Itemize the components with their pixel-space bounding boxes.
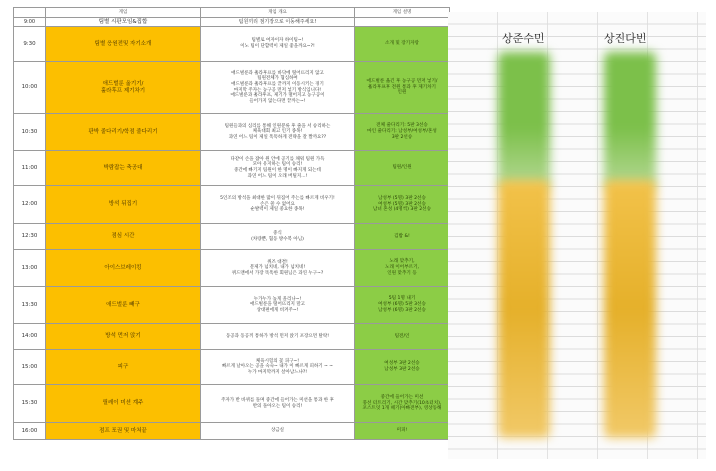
header-explanation[interactable]: 게임 설명 — [355, 8, 450, 18]
overview-cell[interactable]: 주자가 반 바퀴를 돌며 중간에 들어가는 미션을 통과 한 후 반의 돌아오는 팀이 승리! — [201, 385, 355, 423]
overview-cell[interactable]: 누가누가 높게 올리나~! 애드벌룬을 떨어뜨리지 말고 상대편에게 비켜주~! — [201, 287, 355, 324]
time-cell[interactable]: 9:30 — [14, 27, 46, 62]
schedule-row — [14, 350, 450, 385]
overview-cell[interactable]: 중식 (차량뿐, 협동 방수복 아님) — [201, 224, 355, 250]
explanation-cell[interactable]: 팀전/인 — [355, 324, 450, 350]
explanation-cell[interactable]: 미피! — [355, 423, 450, 440]
overview-cell[interactable]: 동공과 동공끼 통하가 방석 먼저 앉기 포장으면 탈락! — [201, 324, 355, 350]
time-cell[interactable]: 15:00 — [14, 350, 46, 385]
activity-cell[interactable]: 방석 먼저 앉기 — [46, 324, 201, 350]
green-block-1 — [498, 52, 550, 189]
orange-block-1 — [498, 180, 550, 438]
header-activity[interactable]: 게임 — [46, 8, 201, 18]
schedule-row — [14, 250, 450, 287]
activity-cell[interactable]: 방석 뒤집기 — [46, 186, 201, 224]
overview-cell[interactable]: 팀별로 여자이자 하이팀~! 이노 팀이 단합력이 제일 좋을까요~?! — [201, 27, 355, 62]
schedule-row — [14, 151, 450, 186]
activity-cell[interactable]: 애드벌룬 빼구 — [46, 287, 201, 324]
activity-cell[interactable]: 점프 포권 및 마쳐끝 — [46, 423, 201, 440]
green-block-2 — [604, 52, 656, 189]
time-cell[interactable]: 13:30 — [14, 287, 46, 324]
schedule-row — [14, 62, 450, 114]
activity-cell[interactable]: 판박 줄다리기/학점 줄다리기 — [46, 114, 201, 151]
time-cell[interactable]: 16:00 — [14, 423, 46, 440]
explanation-cell[interactable]: 애드벌룬 옮긴 후 농구공 먼저 넣기/ 훌라후프후 전원 통과 후 제기차기 인원 — [355, 62, 450, 114]
schedule-table — [13, 7, 450, 440]
schedule-row — [14, 324, 450, 350]
explanation-cell[interactable]: 소개 및 장기자랑 — [355, 27, 450, 62]
activity-cell[interactable]: 팀별 응원전및 자기소개 — [46, 27, 201, 62]
schedule-row — [14, 27, 450, 62]
explanation-cell[interactable] — [355, 18, 450, 27]
explanation-cell[interactable]: 남성부 (5명) 3판 2선승 여성부 (5명) 3판 2선승 남녀 혼성 (4명씩) 3판 2선승 — [355, 186, 450, 224]
explanation-cell[interactable]: 팀원/인원 — [355, 151, 450, 186]
time-cell[interactable]: 11:00 — [14, 151, 46, 186]
explanation-cell[interactable]: 중간에 들어가는 미션 풍선 터트리기, 시간 맞추기(10초터치), 포스트잇 1개 떼기(아빠전부), 영상동해 — [355, 385, 450, 423]
activity-cell[interactable]: 점심 시간 — [46, 224, 201, 250]
column-header-1[interactable]: 상준수민 — [502, 32, 545, 45]
schedule-row — [14, 385, 450, 423]
explanation-cell[interactable]: 전체 줄다리기: 5판 3선승 마인 줄다리기: 남성부/여성부/혼성 3판 2선승 — [355, 114, 450, 151]
time-cell[interactable]: 15:30 — [14, 385, 46, 423]
time-cell[interactable]: 10:30 — [14, 114, 46, 151]
explanation-cell[interactable]: 여성부 3판 2선승 남성부 3판 2선승 — [355, 350, 450, 385]
activity-cell[interactable]: 박람잡는 축공대 — [46, 151, 201, 186]
schedule-row — [14, 423, 450, 440]
header-overview[interactable]: 게임 개요 — [201, 8, 355, 18]
overview-cell[interactable]: 다같이 손을 잡아 원 안에 공기를 채워 팀원 가득 모아 유지하는 팀이 승리! 중간에 빠기지 팀원이 한 명이 빠지게 되는데 과연 어느 팀이 오래 버틸지...! — [201, 151, 355, 186]
overview-cell[interactable]: 팀원끼리 점기장으로 이동해주세요! — [201, 18, 355, 27]
schedule-row — [14, 224, 450, 250]
overview-cell[interactable]: 애드벌룬과 훌라후프를 바닥에 떨어뜨리지 않고 팀원전체가 협심하여 애드벌룬과 훌라후프를 끝까지 이동시키는 경기 마지막 주자는 농구공 먼저 넣기 방식입니다! 애드벌룬과 훌라후프, 제기가 떨어지고 농구공이 들어가지 않는다면 끝까는~! — [201, 62, 355, 114]
explanation-cell[interactable]: 노래 맞추기, 노래 이어부르기, 인원 맞추기 등 — [355, 250, 450, 287]
time-cell[interactable]: 9:00 — [14, 18, 46, 27]
overview-cell[interactable]: 체육시험의 꽃 피구~! 빠르게 날아오는 공을 숙숙~ 내가 이 빠르게 피하기 ~ ~ 누가 마지막까지 살아남느냐?! — [201, 350, 355, 385]
time-cell[interactable]: 12:30 — [14, 224, 46, 250]
activity-cell[interactable]: 피구 — [46, 350, 201, 385]
orange-block-2 — [604, 180, 656, 438]
header-row — [14, 8, 450, 18]
activity-cell[interactable]: 애드벌룬 옮기기/ 훌라후프 제기차기 — [46, 62, 201, 114]
header-time-cell[interactable] — [14, 8, 46, 18]
right-sheet-grid — [448, 12, 706, 459]
first-row — [14, 18, 450, 27]
time-cell[interactable]: 14:00 — [14, 324, 46, 350]
overview-cell[interactable]: 퀴즈 대결! 문제가 넘치네, 내가 넘치네! 퀴드맨에서 가장 똑똑한 회원님은 과연 누구~? — [201, 250, 355, 287]
time-cell[interactable]: 12:00 — [14, 186, 46, 224]
schedule-row — [14, 114, 450, 151]
overview-cell[interactable]: 5인조의 방석을 최대한 많이 뒤집어 주는를 빠르게 비우기! 손은 쓸 수 없어요 순발력이 제일 중요한 종목! — [201, 186, 355, 224]
schedule-row — [14, 186, 450, 224]
activity-cell[interactable]: 릴레이 미션 계주 — [46, 385, 201, 423]
schedule-row — [14, 287, 450, 324]
overview-cell[interactable]: 상금실 — [201, 423, 355, 440]
time-cell[interactable]: 10:00 — [14, 62, 46, 114]
time-cell[interactable]: 13:00 — [14, 250, 46, 287]
explanation-cell[interactable]: 김밥 &! — [355, 224, 450, 250]
overview-cell[interactable]: 팀원들과의 심리를 통해 인원분류 후 줄을 서 승리하는 체육대회 최고 인기 종목! 과연 어느 팀이 제일 똑똑하게 전략을 잘 짤까요?? — [201, 114, 355, 151]
column-header-2[interactable]: 상진다빈 — [604, 32, 647, 45]
explanation-cell[interactable]: 5팀 1명 내기 여성부 (6명) 5판 3선승 남성부 (6명) 3판 2선승 — [355, 287, 450, 324]
activity-cell[interactable]: 팀별 시판모임&집합 — [46, 18, 201, 27]
activity-cell[interactable]: 아이스브레이킹 — [46, 250, 201, 287]
